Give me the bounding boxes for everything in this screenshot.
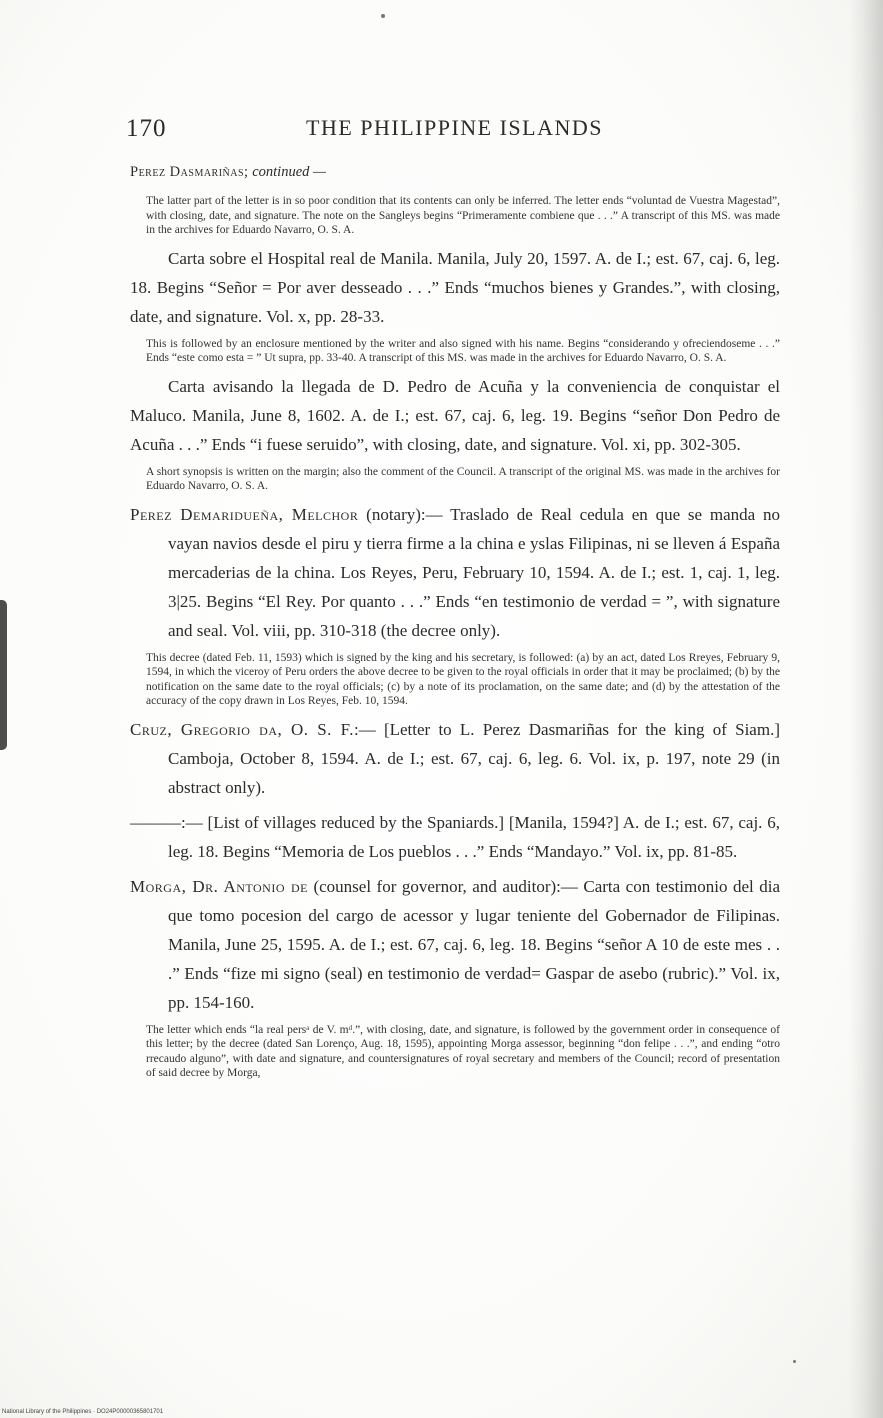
note: This decree (dated Feb. 11, 1593) which is signed by the king and his secretary, is followed: (a) by an act, dated Los Rreyes, February 9, 1594, in which the viceroy of Peru orders the above decree to be given to the royal officials in order that it may be proclaimed; (b) by the notification on the same date to the royal officials; (c) by a note of its proclamation, on the same date; and (d) by the attestation of the accuracy of the copy drawn in Los Reyes, Feb. 10, 1594. <box>146 651 780 707</box>
note: A short synopsis is written on the margin; also the comment of the Council. A transcript of the original MS. was made in the archives for Eduardo Navarro, O. S. A. <box>146 465 780 492</box>
page-number: 170 <box>126 115 167 142</box>
entry-author: Cruz, Gregorio da, O. S. F. <box>130 719 355 739</box>
main-entry <box>130 808 780 866</box>
entry: Carta sobre el Hospital real de Manila. Manila, July 20, 1597. A. de I.; est. 67, caj. 6, leg. 18. Begins “Señor = Por aver desseado . . .” Ends “muchos bienes y Grandes.”, with closing, date, and signature. Vol. x, pp. 28-33. <box>130 248 780 326</box>
entry-text: (notary):— Traslado de Real cedula en que se manda no vayan navios desde el piru y tierra firme a la china e yslas Filipinas, ni se lleven á España mercaderias de la china. Los Reyes, Peru, February 10, 1594. A. de I.; est. 1, caj. 1, leg. 3|25. Begins “El Rey. Por quanto . . .” Ends “en testimonio de verdad = ”, with signature and seal. Vol. viii, pp. 310-318 (the decree only). <box>168 504 780 640</box>
main-entry <box>130 715 780 802</box>
main-entry <box>130 500 780 645</box>
running-head: THE PHILIPPINE ISLANDS <box>306 115 603 140</box>
entry-author: Morga, Dr. Antonio de <box>130 876 308 896</box>
main-entry <box>130 872 780 1017</box>
entry-author: Perez Demaridueña, Melchor <box>130 504 359 524</box>
note: The latter part of the letter is in so poor condition that its contents can only be inferred. The letter ends “voluntad de Vuestra Magestad”, with closing, date, and signature. The note on the Sangleys begins “Primeramente combiene que . . .” A transcript of this MS. was made in the archives for Eduardo Navarro, O. S. A. <box>146 195 780 236</box>
section-name: Perez Dasmariñas; <box>130 164 249 180</box>
entry-author: ——— <box>130 812 181 832</box>
scan-footer: National Library of the Philippines · DO24P00000365801701 <box>2 1409 164 1415</box>
speck <box>793 1360 796 1363</box>
entry: Carta avisando la llegada de D. Pedro de Acuña y la conveniencia de conquistar el Maluco. Manila, June 8, 1602. A. de I.; est. 67, caj. 6, leg. 19. Begins “señor Don Pedro de Acuña . . .” Ends “i fuese seruido”, with closing, date, and signature. Vol. xi, pp. 302-305. <box>130 376 780 454</box>
entry-text: (counsel for governor, and auditor):— Carta con testimonio del dia que tomo pocesion del cargo de acessor y lugar teniente del Gobernador de Filipinas. Manila, June 25, 1595. A. de I.; est. 67, caj. 6, leg. 18. Begins “señor A 10 de este mes . . .” Ends “fize mi signo (seal) en testimonio de verdad= Gaspar de asebo (rubric).” Vol. ix, pp. 154-160. <box>168 876 780 1012</box>
page-body <box>130 163 780 1087</box>
entry-text: :— [Letter to L. Perez Dasmariñas for the king of Siam.] Camboja, October 8, 1594. A. de I.; est. 67, caj. 6, leg. 6. Vol. ix, p. 197, note 29 (in abstract only). <box>168 719 780 797</box>
page-edge-shadow <box>849 0 883 1418</box>
binding-mark <box>0 600 7 750</box>
section-heading <box>130 163 780 182</box>
section-continued: continued — <box>252 164 326 180</box>
entry-text: :— [List of villages reduced by the Spaniards.] [Manila, 1594?] A. de I.; est. 67, caj. 6, leg. 18. Begins “Memoria de Los pueblos . . .” Ends “Mandayo.” Vol. ix, pp. 81-85. <box>168 812 780 861</box>
note: The letter which ends “la real persᵃ de V. mᵈ.”, with closing, date, and signature, is followed by the government order in consequence of this letter; by the decree (dated San Lorenço, Aug. 18, 1595), appointing Morga assessor, beginning “don felipe . . .”, and ending “otro rrecaudo alguno”, with date and signature, and countersignatures of royal secretary and members of the Council; record of presentation of said decree by Morga, <box>146 1023 780 1079</box>
note: This is followed by an enclosure mentioned by the writer and also signed with his name. Begins “considerando y ofreciendoseme . . .” Ends “este como esta = ” Ut supra, pp. 33-40. A transcript of this MS. was made in the archives for Eduardo Navarro, O. S. A. <box>146 337 780 364</box>
speck <box>381 14 385 18</box>
